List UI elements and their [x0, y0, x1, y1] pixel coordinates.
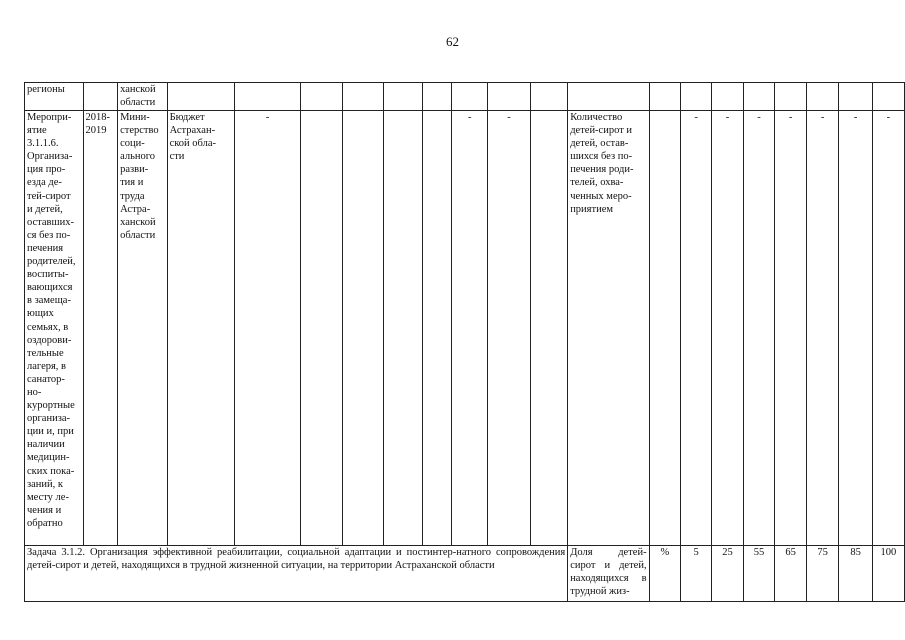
dash-cell: - [488, 111, 531, 546]
empty-cell [422, 83, 452, 111]
table-row-measure [25, 111, 905, 546]
task-value-cell: 55 [743, 546, 775, 602]
empty-cell [681, 83, 712, 111]
empty-cell [301, 83, 343, 111]
dash-cell: - [806, 111, 839, 546]
task-value-cell: 75 [806, 546, 839, 602]
table-row-task [25, 546, 905, 602]
empty-cell [839, 83, 872, 111]
empty-cell [383, 83, 422, 111]
task-value-cell: 25 [712, 546, 744, 602]
dash-cell: - [712, 111, 744, 546]
empty-cell [649, 111, 680, 546]
measure-executor-cell: Мини- стерство соци- ального разви- тия и труда Астра- ханской области [118, 111, 167, 546]
table-row-top [25, 83, 905, 111]
dash-cell: - [452, 111, 488, 546]
empty-cell [568, 83, 649, 111]
empty-cell [422, 111, 452, 546]
empty-cell [235, 83, 301, 111]
measure-years-cell: 2018- 2019 [83, 111, 118, 546]
empty-cell [301, 111, 343, 546]
empty-cell [342, 111, 383, 546]
page-number: 62 [446, 34, 459, 49]
empty-cell [531, 111, 568, 546]
empty-cell [83, 83, 118, 111]
dash-cell: - [743, 111, 775, 546]
empty-cell [712, 83, 744, 111]
task-value-cell: 85 [839, 546, 872, 602]
dash-cell: - [839, 111, 872, 546]
empty-cell [167, 83, 235, 111]
dash-cell: - [872, 111, 904, 546]
empty-cell [743, 83, 775, 111]
dash-cell: - [681, 111, 712, 546]
empty-cell [342, 83, 383, 111]
empty-cell [452, 83, 488, 111]
measure-indicator-cell: Количество детей-сирот и детей, остав- шихся без по- печения роди- телей, охва- ченных меро- приятием [568, 111, 649, 546]
task-value-cell: 100 [872, 546, 904, 602]
region-cell: регионы [25, 83, 84, 111]
empty-cell [531, 83, 568, 111]
measure-source-cell: Бюджет Астрахан- ской обла- сти [167, 111, 235, 546]
task-unit-cell: % [649, 546, 680, 602]
empty-cell [383, 111, 422, 546]
task-indicator-cell: Доля детей-сирот и детей, находящихся в трудной жиз- [568, 546, 649, 602]
task-value-cell: 5 [681, 546, 712, 602]
task-value-cell: 65 [775, 546, 807, 602]
task-description-cell: Задача 3.1.2. Организация эффективной реабилитации, социальной адаптации и постинтер-натного сопровождения детей-сирот и детей, находящихся в трудной жизненной ситуации, на территории Астраханской области [25, 546, 568, 602]
empty-cell [649, 83, 680, 111]
empty-cell [488, 83, 531, 111]
dash-cell: - [235, 111, 301, 546]
empty-cell [806, 83, 839, 111]
program-table [24, 82, 905, 602]
empty-cell [872, 83, 904, 111]
measure-name-cell: Меропри- ятие 3.1.1.6. Организа- ция про- езда де- тей-сирот и детей, оставших- ся без по- печения родителей, воспиты- вающихся в замеща- ющих семьях, в оздорови- тельные лагеря, в санатор- но- курортные организа- ции и, при наличии медицин- ских пока- заний, к месту ле- чения и обратно [25, 111, 84, 546]
region-name-cell: ханской области [118, 83, 167, 111]
empty-cell [775, 83, 807, 111]
dash-cell: - [775, 111, 807, 546]
